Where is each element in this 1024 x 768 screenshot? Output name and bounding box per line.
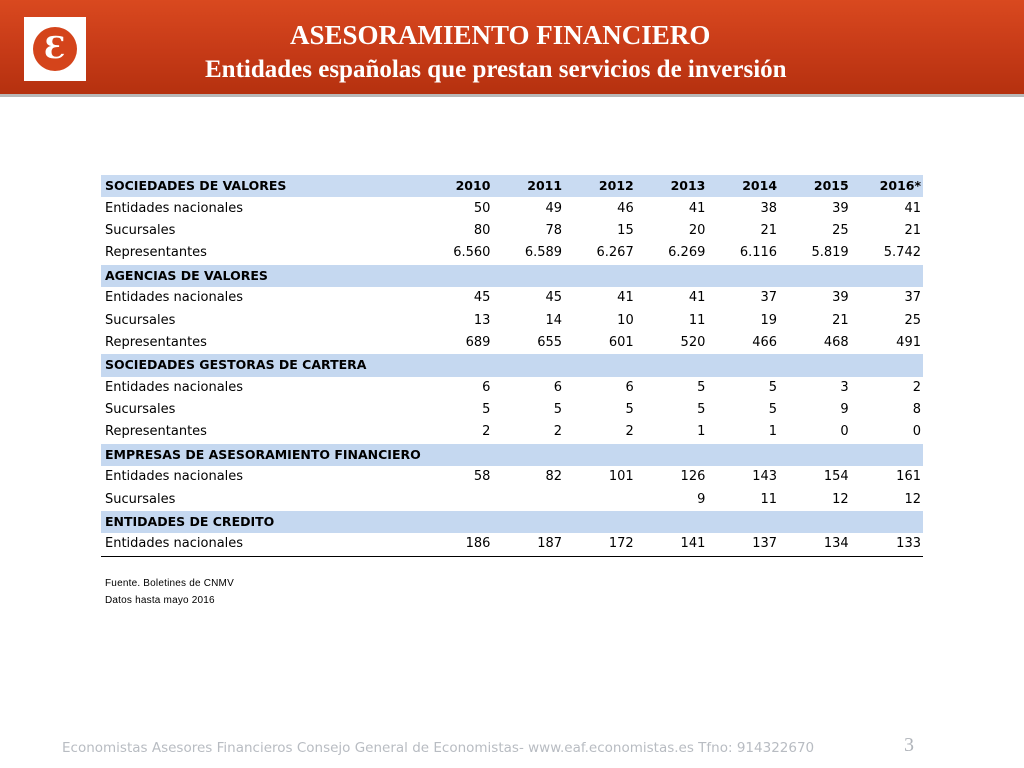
section-header-cell [492, 265, 564, 287]
table-cell: 1 [697, 424, 706, 440]
date-note: Datos hasta mayo 2016 [105, 595, 215, 606]
table-cell: 58 [473, 469, 491, 485]
table-cell: 12 [904, 491, 921, 507]
table-cell: 133 [851, 533, 923, 556]
table-row [101, 466, 923, 488]
table-cell: 3 [840, 379, 849, 395]
table-cell: 6.589 [524, 245, 563, 261]
section-header-cell [779, 265, 851, 287]
table-cell: 12 [832, 491, 849, 507]
table-cell: 6.267 [596, 245, 634, 261]
row-label: Sucursales [105, 402, 176, 418]
page-number: 3 [904, 734, 914, 756]
table-cell: 5 [625, 402, 634, 418]
table-cell: 172 [564, 533, 636, 556]
row-label: Representantes [105, 245, 207, 261]
section-header-cell [492, 511, 564, 533]
table-cell: 80 [473, 222, 491, 238]
table-cell: 38 [760, 200, 778, 216]
table-cell: 41 [904, 200, 921, 216]
logo-mark-icon: Ɛ [33, 27, 77, 71]
row-label: Representantes [105, 424, 207, 440]
footer-text: Economistas Asesores Financieros Consejo General de Economistas- www.eaf.economistas.es Tfno: 914322670 [62, 740, 815, 756]
table-cell: 39 [832, 200, 849, 216]
page-subtitle: Entidades españolas que prestan servicios de inversión [205, 56, 787, 83]
table-cell: 6.116 [739, 245, 778, 261]
table-cell [492, 488, 564, 510]
table-cell: 2 [625, 424, 634, 440]
table-cell: 466 [752, 334, 778, 350]
table-cell: 6 [482, 379, 491, 395]
section-header-cell [707, 354, 779, 376]
table-cell: 655 [537, 334, 563, 350]
section-header-cell [851, 354, 923, 376]
table-cell: 6 [553, 379, 563, 395]
column-header-year: 2011 [492, 175, 564, 197]
table-cell: 14 [545, 312, 563, 328]
column-header-year: 2013 [636, 175, 708, 197]
table-cell: 468 [823, 334, 849, 350]
row-label: Sucursales [105, 222, 176, 238]
section-header-cell [779, 444, 851, 466]
table-row [101, 242, 923, 264]
table-row [101, 309, 923, 331]
table-cell: 19 [760, 312, 778, 328]
section-header-cell [564, 444, 636, 466]
table-row [101, 287, 923, 309]
table-row [101, 220, 923, 242]
table-row [101, 332, 923, 354]
table-cell: 154 [823, 469, 849, 485]
table-row [101, 421, 923, 443]
table-cell: 134 [779, 533, 851, 556]
table-cell: 520 [680, 334, 706, 350]
row-label: Entidades nacionales [105, 290, 244, 306]
column-header-year: 2010 [421, 175, 493, 197]
table-cell: 5 [768, 402, 778, 418]
section-header-cell [636, 354, 708, 376]
table-row [101, 399, 923, 421]
column-header-year: 2012 [564, 175, 636, 197]
section-header-row [101, 265, 923, 287]
table-row [101, 197, 923, 219]
column-header-year: 2015 [779, 175, 851, 197]
table-cell: 141 [636, 533, 708, 556]
section-title: AGENCIAS DE VALORES [101, 265, 421, 287]
table-cell: 5.742 [883, 245, 921, 261]
table-cell: 161 [896, 469, 921, 485]
section-header-cell [707, 265, 779, 287]
section-header-row [101, 444, 923, 466]
table-row [101, 377, 923, 399]
section-header-cell [636, 511, 708, 533]
table-cell: 5.819 [811, 245, 849, 261]
table-cell: 21 [760, 222, 778, 238]
section-header-cell [851, 444, 923, 466]
table-cell: 37 [760, 290, 778, 306]
section-title: ENTIDADES DE CREDITO [101, 511, 421, 533]
row-label: Entidades nacionales [105, 469, 244, 485]
row-label: Sucursales [105, 491, 176, 507]
table-cell: 601 [608, 334, 634, 350]
table-cell: 45 [473, 290, 491, 306]
table-cell: 25 [904, 312, 921, 328]
table-cell: 41 [688, 290, 706, 306]
table-cell: 25 [832, 222, 849, 238]
table-cell: 143 [752, 469, 778, 485]
section-title: EMPRESAS DE ASESORAMIENTO FINANCIERO [101, 444, 421, 466]
section-header-cell [492, 354, 564, 376]
header-divider [0, 94, 1024, 97]
section-header-cell [707, 444, 779, 466]
section-header-row [101, 175, 923, 197]
table-cell: 101 [608, 469, 634, 485]
page-title: ASESORAMIENTO FINANCIERO [290, 20, 711, 50]
table-cell: 5 [482, 402, 491, 418]
table-cell [421, 488, 493, 510]
investment-entities-table [101, 175, 923, 557]
table-cell: 39 [832, 290, 849, 306]
table-cell: 49 [545, 200, 563, 216]
table-cell: 41 [617, 290, 634, 306]
table-cell: 5 [768, 379, 778, 395]
table-cell: 8 [912, 402, 921, 418]
row-label: Entidades nacionales [101, 533, 421, 556]
table-cell: 9 [840, 402, 849, 418]
table-row [101, 488, 923, 510]
table-cell: 11 [760, 491, 778, 507]
section-title: SOCIEDADES DE VALORES [101, 175, 421, 197]
table-cell: 13 [473, 312, 491, 328]
table-cell: 491 [896, 334, 921, 350]
table-cell: 45 [545, 290, 563, 306]
row-label: Entidades nacionales [105, 379, 244, 395]
table-cell: 41 [688, 200, 706, 216]
table-cell: 2 [482, 424, 491, 440]
table-cell: 15 [617, 222, 634, 238]
section-header-cell [707, 511, 779, 533]
row-label: Entidades nacionales [105, 200, 244, 216]
row-label: Sucursales [105, 312, 176, 328]
table-cell: 46 [617, 200, 634, 216]
row-label: Representantes [105, 334, 207, 350]
table-cell: 20 [688, 222, 706, 238]
section-header-cell [851, 265, 923, 287]
section-header-cell [851, 511, 923, 533]
table-cell: 2 [553, 424, 563, 440]
section-header-cell [421, 265, 493, 287]
section-header-cell [421, 354, 493, 376]
table-cell: 10 [617, 312, 634, 328]
table-cell: 78 [545, 222, 563, 238]
table-cell [564, 488, 636, 510]
table-cell: 11 [688, 312, 706, 328]
table-cell: 0 [912, 424, 921, 440]
column-header-year: 2016* [851, 175, 923, 197]
table-cell: 1 [768, 424, 778, 440]
table-cell: 6.269 [668, 245, 706, 261]
table-cell: 137 [707, 533, 779, 556]
table-cell: 186 [421, 533, 493, 556]
section-header-cell [636, 444, 708, 466]
table-cell: 2 [912, 379, 921, 395]
section-title: SOCIEDADES GESTORAS DE CARTERA [101, 354, 421, 376]
table-cell: 689 [465, 334, 491, 350]
table-cell: 9 [697, 491, 706, 507]
section-header-cell [421, 444, 493, 466]
section-header-cell [779, 511, 851, 533]
table-cell: 6 [625, 379, 634, 395]
table-cell: 82 [545, 469, 563, 485]
section-header-cell [564, 354, 636, 376]
logo [24, 17, 86, 81]
table-cell: 21 [832, 312, 849, 328]
source-note: Fuente. Boletines de CNMV [105, 578, 234, 589]
table-cell: 50 [473, 200, 491, 216]
table-cell: 37 [904, 290, 921, 306]
table-cell: 126 [680, 469, 706, 485]
table-row [101, 533, 923, 556]
section-header-row [101, 511, 923, 533]
section-header-cell [492, 444, 564, 466]
table-cell: 6.560 [453, 245, 491, 261]
section-header-cell [421, 511, 493, 533]
table-cell: 187 [492, 533, 564, 556]
table-cell: 21 [904, 222, 921, 238]
table-cell: 5 [553, 402, 563, 418]
section-header-cell [779, 354, 851, 376]
section-header-cell [636, 265, 708, 287]
table-cell: 5 [697, 402, 706, 418]
section-header-cell [564, 265, 636, 287]
column-header-year: 2014 [707, 175, 779, 197]
section-header-row [101, 354, 923, 376]
table-cell: 5 [697, 379, 706, 395]
section-header-cell [564, 511, 636, 533]
table-cell: 0 [840, 424, 849, 440]
